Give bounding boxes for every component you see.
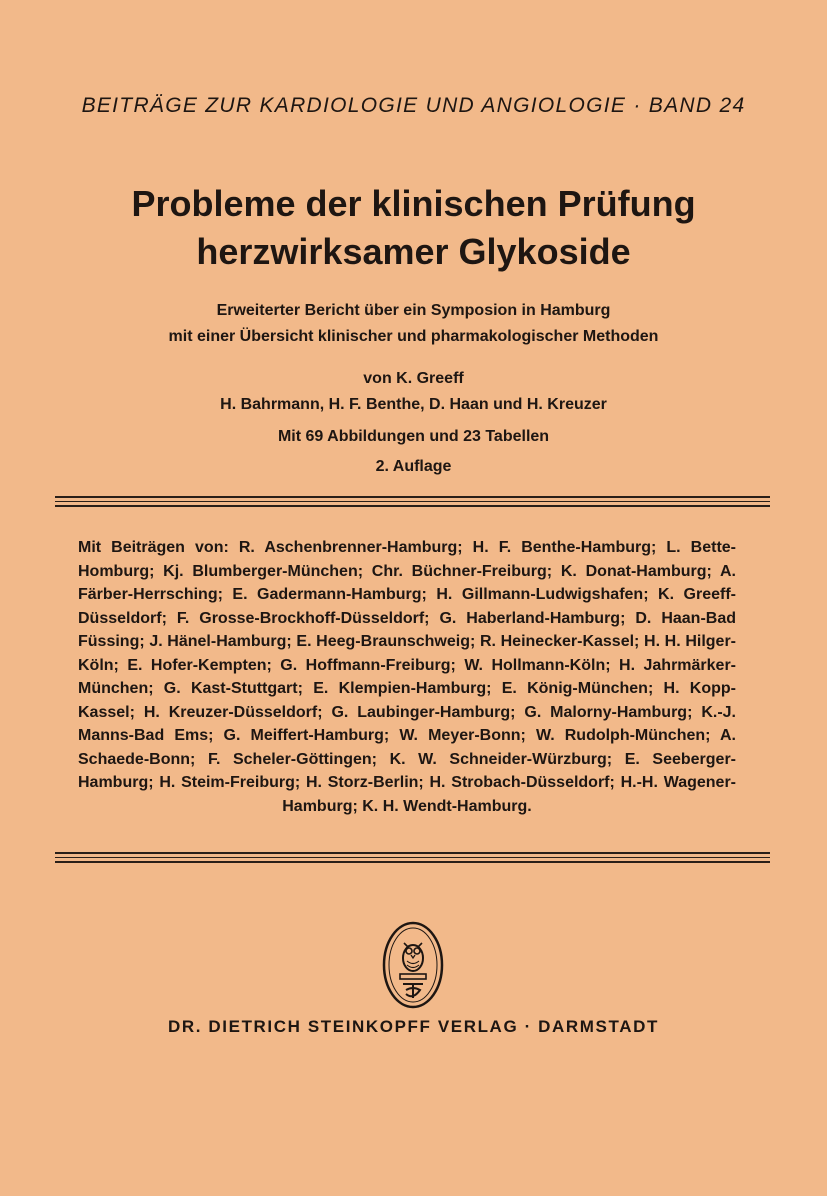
authors-line-2: H. Bahrmann, H. F. Benthe, D. Haan und H. Kreuzer — [220, 396, 607, 413]
edition-note: 2. Auflage — [375, 458, 452, 475]
contributors-list: Mit Beiträgen von: R. Aschenbrenner-Hamburg; H. F. Benthe-Hamburg; L. Bette-Homburg; Kj. Blumberger-München; Chr. Büchner-Freiburg; K. Donat-Hamburg; A. Färber-Herrsching; E. Gadermann-Hamburg; H. Gillmann-Ludwigshafen; K. Greeff-Düsseldorf; F. Grosse-Brockhoff-Düsseldorf; G. Haberland-Hamburg; D. Haan-Bad Füssing; J. Hänel-Hamburg; E. Heeg-Braunschweig; R. Heinecker-Kassel; H. H. Hilger-Köln; E. Hofer-Kempten; G. Hoffmann-Freiburg; W. Hollmann-Köln; H. Jahrmärker-München; G. Kast-Stuttgart; E. Klempien-Hamburg; E. König-München; H. Kopp-Kassel; H. Kreuzer-Düsseldorf; G. Laubinger-Hamburg; G. Malorny-Hamburg; K.-J. Manns-Bad Ems; G. Meiffert-Hamburg; W. Meyer-Bonn; W. Rudolph-München; A. Schaede-Bonn; F. Scheler-Göttingen; K. W. Schneider-Würzburg; E. Seeberger-Hamburg; H. Steim-Freiburg; H. Storz-Berlin; H. Strobach-Düsseldorf; H.-H. Wagener-Hamburg; K. H. Wendt-Hamburg. — [78, 539, 736, 815]
title-line-1: Probleme der klinischen Prüfung — [131, 183, 696, 224]
subtitle-line-2: mit einer Übersicht klinischer und pharmakologischer Methoden — [168, 328, 659, 345]
owl-emblem-icon — [380, 920, 446, 1015]
top-divider — [55, 496, 770, 507]
authors — [40, 366, 787, 418]
book-title — [40, 180, 787, 276]
title-line-2: herzwirksamer Glykoside — [196, 231, 631, 272]
illustrations-note: Mit 69 Abbildungen und 23 Tabellen — [277, 428, 550, 445]
subtitle-line-1: Erweiterter Bericht über ein Symposion in Hamburg — [216, 302, 611, 319]
authors-line-1: von K. Greeff — [363, 370, 464, 387]
series-title: BEITRÄGE ZUR KARDIOLOGIE UND ANGIOLOGIE · BAND 24 — [81, 94, 746, 117]
book-subtitle — [40, 298, 787, 350]
bottom-divider — [55, 852, 770, 863]
publisher-name: DR. DIETRICH STEINKOPFF VERLAG · DARMSTADT — [168, 1017, 659, 1036]
